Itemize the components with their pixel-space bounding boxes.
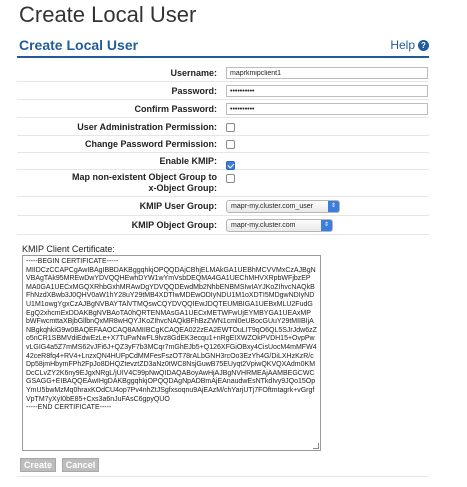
kmip-object-group-label: KMIP Object Group:	[131, 220, 217, 230]
change-password-label: Change Password Permission:	[84, 139, 217, 149]
map-group-checkbox[interactable]	[226, 174, 235, 183]
page-title: Create Local User	[19, 2, 197, 27]
enable-kmip-checkbox[interactable]	[226, 161, 235, 170]
user-admin-checkbox[interactable]	[226, 123, 235, 132]
panel-title: Create Local User	[19, 37, 139, 53]
kmip-user-group-row	[17, 197, 429, 216]
certificate-textarea[interactable]	[22, 255, 321, 451]
cancel-button[interactable]: Cancel	[62, 458, 99, 472]
user-admin-label: User Administration Permission:	[77, 122, 217, 132]
kmip-object-group-value: mapr-my.cluster.com	[231, 222, 296, 229]
bottom-divider	[17, 476, 429, 477]
user-form	[17, 64, 429, 235]
map-group-label: Map non-existent Object Group to x-Object Group:	[71, 172, 217, 193]
panel-header	[17, 37, 429, 54]
password-label: Password:	[171, 86, 217, 96]
password-input[interactable]	[226, 85, 428, 97]
kmip-user-group-value: mapr-my.cluster.com_user	[231, 203, 313, 210]
change-password-row	[17, 136, 429, 153]
kmip-user-group-select[interactable]	[226, 200, 340, 213]
change-password-checkbox[interactable]	[226, 140, 235, 149]
help-link[interactable]	[390, 38, 429, 52]
create-button[interactable]: Create	[20, 458, 56, 472]
help-icon[interactable]: ?	[418, 40, 429, 51]
username-input[interactable]	[226, 67, 428, 79]
certificate-text[interactable]: -----BEGIN CERTIFICATE----- MIIDCzCCAPCgAwIBAgIBBDAKBggqhkjOPQQDAjCBhjELMAkGA1UEBhMCVVMxCzAJBgNVBAgTAk95MREwDwYDVQQHEwhDYW1wYmVsbDEQMA4GA1UEChMHVXRpbWFjbzEP MA0GA1UECxMGQXRhbGxhMRAwDgYDVQQDEwdMb2NhbENBMSIwIAYJKoZIhvcNAQkBFhNzdXBwb3J0QHV0aW1hY28uY29tMB4XDTIwMDEwODIyNDU1M1oXDTI5MDgwNDIyNDU1M1owgYgxCzAJBgNVBAYTAlVTMQswCQYDVQQIEwJDQTEUMBIGA1UEBxMLU2FudGEgQ2xhcmExDDAKBgNVBAoTA0hQRTENMAsGA1UECxMETWFwUjEYMBYGA1UEAxMP bWFwcmttaXBjbGllbnQxMR8wHQYJKoZIhvcNAQkBFhBzZWN1cml0eUBocGUuY29tMIIBIjANBgkqhkiG9w0BAQEFAAOCAQ8AMIIBCgKCAQEA022zEA2EWTOuLIT9qO6QL5SJrJdw6zZo5nCR1SBMVdiEdwEzLe+X7TuFwNwFL9lvz8GdEK3ecqu1+nRgEIXWZOkPVDH15+OvpPwvLGIG4a5Z7mMS62vJFi6J+QZ3yF7b3MCqr7mGhEJb5+Q126XFGiOBxy4CisUocM4mMFW442ceR8fq4+RV4+LnzxQN4HUFpCdMMFesFszOT78rALbGNH3rcOo3EzYh4G/DiLXHzKzR/cDp58jmHbymFPh2FpJo8DHQZtevztZD3aNz0tWC8NsjGuwB75EUyqt2VpiwQKVQXAdm0KMDcCLvZY2K6ny9EJgxNRgL/jUIV4C99pNwQIDAQABoyAwHjAJBgNVHRMEAjAAMBEGCWCGSAGG+EIBAQQEAwIHgDAKBggqhkjOPQQDAgNpADBmAjEAnaudwEsNTkdIvy9JQo15OpYmU5bwMzMq0hraxKOdCU4op7Pv4nhZtJSgfxsoqnu9AjEAzM/chYarjUTj7FOftmtagrk+vGrgfVpTM7yXyI0bE85+Cxs3a6nJuFAsC6gpyQUO -----END CERTIFICATE-----	[26, 258, 317, 412]
enable-kmip-label: Enable KMIP:	[159, 156, 217, 166]
help-label[interactable]: Help	[390, 38, 415, 52]
username-label: Username:	[170, 68, 217, 78]
map-group-row	[17, 170, 429, 197]
resize-grip-icon[interactable]	[313, 443, 319, 449]
confirm-password-input[interactable]	[226, 103, 428, 115]
kmip-object-group-select[interactable]	[226, 219, 333, 232]
kmip-object-group-row	[17, 216, 429, 235]
user-admin-row	[17, 118, 429, 136]
username-row	[17, 64, 429, 82]
enable-kmip-row	[17, 153, 429, 170]
panel-divider	[17, 56, 429, 58]
confirm-password-label: Confirm Password:	[134, 104, 217, 114]
confirm-password-row	[17, 100, 429, 118]
kmip-user-group-label: KMIP User Group:	[139, 201, 217, 211]
chevron-updown-icon[interactable]: ⇕	[321, 220, 332, 231]
password-row	[17, 82, 429, 100]
chevron-updown-icon[interactable]: ⇕	[328, 201, 339, 212]
certificate-label: KMIP Client Certificate:	[22, 244, 115, 254]
